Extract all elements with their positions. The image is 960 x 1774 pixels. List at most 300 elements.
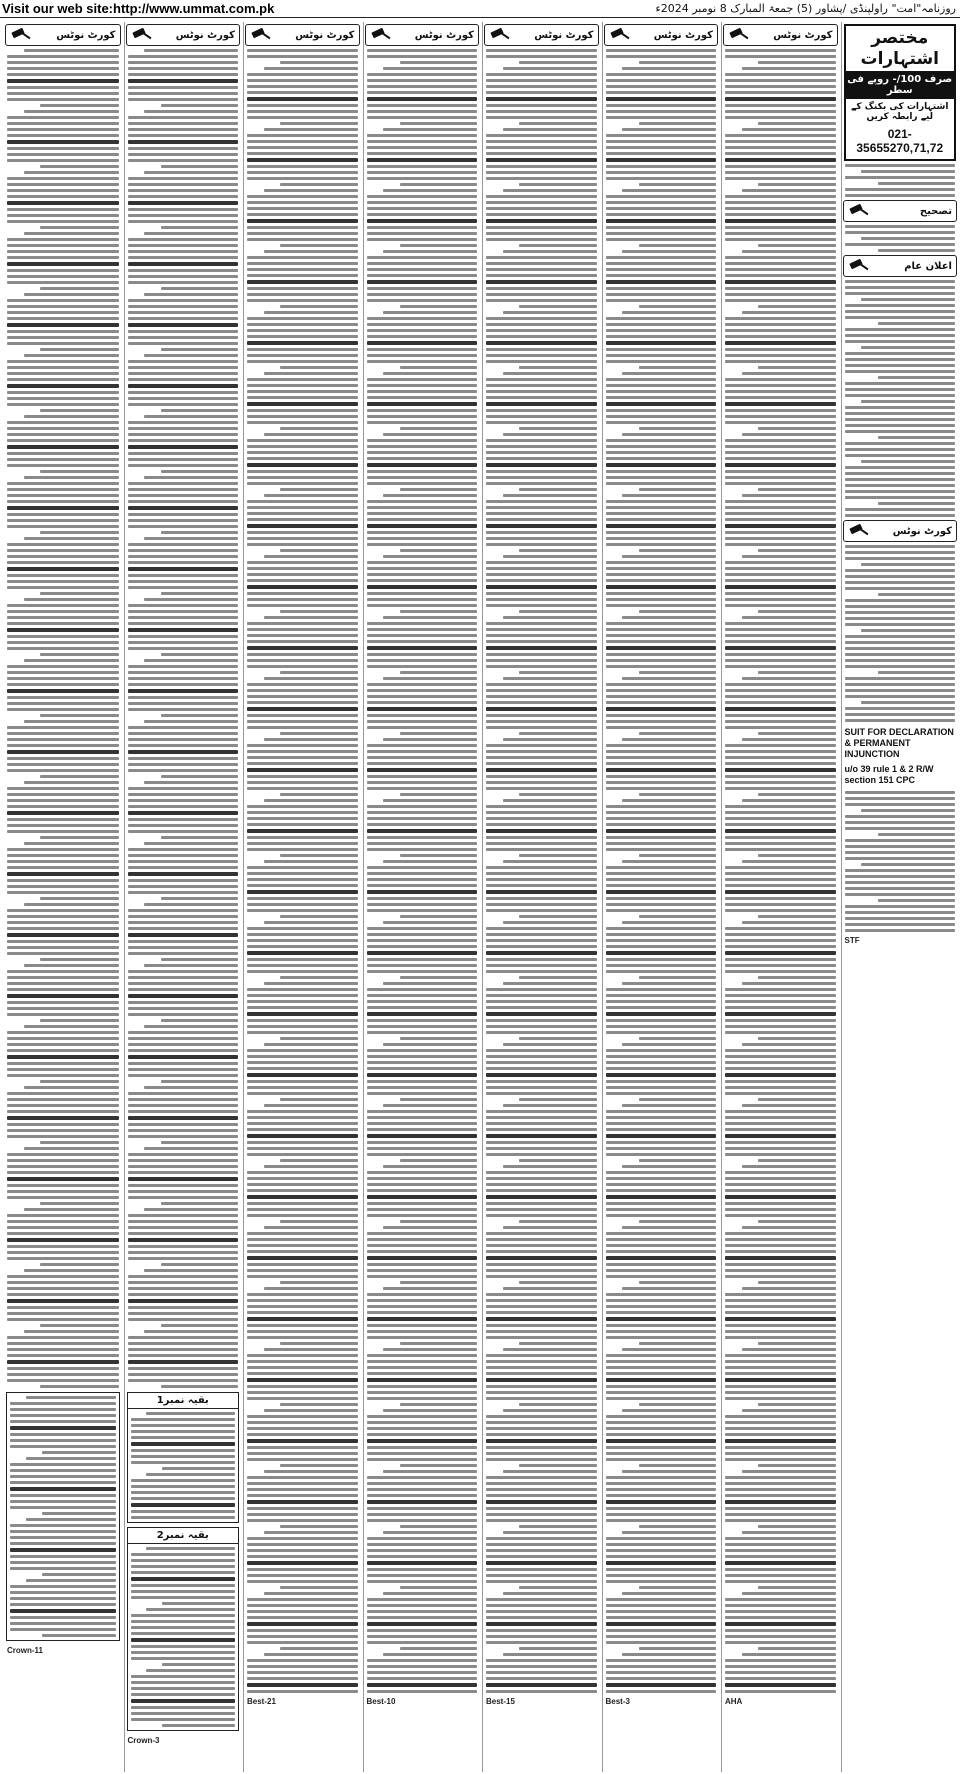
notice-label: کورٹ نوٹس: [892, 525, 952, 537]
text-line: [486, 354, 597, 357]
text-line: [725, 1055, 836, 1058]
text-line: [264, 1104, 358, 1107]
text-line: [725, 207, 836, 210]
text-line: [367, 653, 478, 656]
text-line: [40, 836, 118, 839]
text-line: [7, 1007, 119, 1010]
text-line: [606, 592, 717, 595]
text-line: [519, 1586, 596, 1589]
text-line: [725, 1604, 836, 1607]
text-line: [128, 513, 239, 516]
text-line: [367, 518, 478, 521]
website-link[interactable]: Visit our web site:http://www.ummat.com.pk: [2, 1, 275, 16]
text-line: [7, 1165, 119, 1168]
text-line: [606, 1507, 717, 1510]
text-line: [128, 281, 239, 284]
text-line: [161, 1385, 238, 1388]
text-line: [486, 1000, 597, 1003]
text-line: [128, 561, 239, 564]
text-line: [247, 470, 358, 473]
text-line: [725, 1671, 836, 1674]
text-line: [247, 1415, 358, 1418]
text-line: [725, 689, 836, 692]
text-line: [486, 836, 597, 839]
text-line: [10, 1469, 116, 1472]
text-line: [486, 1317, 597, 1321]
text-line: [128, 134, 239, 137]
text-line: [128, 1098, 239, 1101]
text-line: [247, 1360, 358, 1363]
text-line: [128, 824, 239, 827]
text-line: [367, 360, 478, 363]
text-line: [400, 1586, 477, 1589]
text-line: [519, 549, 596, 552]
notice-body: [842, 164, 959, 197]
text-line: [606, 73, 717, 76]
text-line: [131, 1553, 236, 1556]
text-line: [10, 1536, 116, 1539]
text-line: [639, 1525, 716, 1528]
text-line: [7, 1037, 119, 1040]
text-line: [247, 1519, 358, 1522]
text-line: [131, 1485, 236, 1488]
text-line: [247, 1500, 358, 1504]
text-line: [161, 1019, 238, 1022]
text-line: [7, 1312, 119, 1315]
text-line: [606, 238, 717, 241]
text-line: [247, 512, 358, 515]
text-line: [7, 391, 119, 394]
text-line: [367, 543, 478, 546]
text-line: [264, 1653, 358, 1656]
text-line: [247, 903, 358, 906]
text-line: [367, 1073, 478, 1077]
text-line: [725, 1025, 836, 1028]
text-line: [7, 805, 119, 808]
text-line: [264, 799, 358, 802]
text-line: [7, 1092, 119, 1095]
text-line: [486, 1543, 597, 1546]
text-line: [247, 836, 358, 839]
text-line: [400, 1342, 477, 1345]
text-line: [725, 354, 836, 357]
text-line: [622, 1226, 716, 1229]
text-line: [128, 830, 239, 833]
text-line: [503, 1531, 597, 1534]
text-line: [367, 1385, 478, 1388]
text-line: [7, 647, 119, 650]
text-line: [367, 439, 478, 442]
text-line: [162, 1467, 235, 1470]
text-line: [128, 641, 239, 644]
text-line: [7, 275, 119, 278]
text-line: [725, 195, 836, 198]
text-line: [725, 1330, 836, 1333]
text-line: [622, 1287, 716, 1290]
text-line: [606, 1561, 717, 1565]
text-line: [144, 293, 238, 296]
column-notices-8: [4, 22, 122, 1772]
text-line: [144, 354, 238, 357]
text-line: [367, 561, 478, 564]
text-line: [367, 402, 478, 406]
text-line: [486, 55, 597, 58]
text-line: [40, 592, 118, 595]
gavel-icon: [10, 28, 32, 42]
text-line: [725, 238, 836, 241]
text-line: [400, 488, 477, 491]
text-line: [128, 86, 239, 89]
text-line: [7, 1068, 119, 1071]
text-line: [128, 1251, 239, 1254]
text-line: [7, 1135, 119, 1138]
text-line: [40, 165, 118, 168]
text-line: [742, 1531, 836, 1534]
text-line: [7, 555, 119, 558]
text-line: [486, 1683, 597, 1687]
text-line: [742, 1104, 836, 1107]
text-line: [486, 1275, 597, 1278]
text-line: [7, 458, 119, 461]
text-line: [486, 500, 597, 503]
text-line: [725, 299, 836, 302]
text-line: [146, 1412, 235, 1415]
text-line: [131, 1516, 236, 1519]
text-line: [486, 1019, 597, 1022]
text-line: [383, 738, 477, 741]
text-line: [486, 646, 597, 650]
text-line: [7, 323, 119, 327]
text-line: [486, 1372, 597, 1375]
text-line: [622, 494, 716, 497]
text-line: [247, 1385, 358, 1388]
text-line: [725, 1635, 836, 1638]
text-line: [639, 1098, 716, 1101]
text-line: [128, 750, 239, 754]
text-line: [725, 1006, 836, 1009]
text-line: [486, 573, 597, 576]
text-line: [725, 585, 836, 589]
text-line: [128, 567, 239, 571]
text-line: [486, 945, 597, 948]
text-line: [7, 1184, 119, 1187]
text-line: [367, 207, 478, 210]
text-line: [367, 1311, 478, 1314]
text-line: [725, 1415, 836, 1418]
text-line: [128, 55, 239, 58]
text-line: [639, 793, 716, 796]
text-line: [606, 1086, 717, 1089]
text-line: [725, 104, 836, 107]
text-line: [725, 933, 836, 936]
text-line: [7, 1220, 119, 1223]
text-line: [367, 903, 478, 906]
text-line: [280, 1647, 357, 1650]
text-line: [725, 1610, 836, 1613]
text-line: [725, 470, 836, 473]
text-line: [161, 470, 238, 473]
text-line: [128, 1190, 239, 1193]
text-line: [367, 1665, 478, 1668]
text-line: [10, 1420, 116, 1423]
gavel-icon: [370, 28, 392, 42]
text-line: [367, 317, 478, 320]
notice-tag: AHA: [725, 1697, 743, 1706]
text-line: [367, 683, 478, 686]
text-line: [247, 268, 358, 271]
text-line: [606, 268, 717, 271]
text-line: [144, 171, 238, 174]
text-line: [128, 305, 239, 308]
text-line: [486, 640, 597, 643]
text-line: [486, 97, 597, 101]
text-line: [367, 262, 478, 265]
text-line: [161, 287, 238, 290]
text-line: [7, 1379, 119, 1382]
text-line: [486, 720, 597, 723]
text-line: [486, 1311, 597, 1314]
text-line: [725, 1665, 836, 1668]
text-line: [42, 1512, 116, 1515]
text-line: [725, 482, 836, 485]
text-line: [503, 555, 597, 558]
text-line: [725, 463, 836, 467]
text-line: [725, 1372, 836, 1375]
text-line: [7, 689, 119, 693]
text-line: [367, 945, 478, 948]
text-line: [367, 988, 478, 991]
text-line: [486, 1116, 597, 1119]
text-line: [7, 1367, 119, 1370]
text-line: [742, 738, 836, 741]
text-line: [486, 1488, 597, 1491]
text-line: [503, 494, 597, 497]
column-notices-4: [482, 22, 600, 1772]
text-line: [42, 1634, 116, 1637]
text-line: [367, 1092, 478, 1095]
text-line: [7, 738, 119, 741]
text-line: [725, 640, 836, 643]
text-line: [128, 244, 239, 247]
text-line: [606, 1439, 717, 1443]
text-line: [128, 976, 239, 979]
text-line: [367, 335, 478, 338]
text-line: [7, 1062, 119, 1065]
text-line: [128, 177, 239, 180]
text-line: [7, 372, 119, 375]
text-line: [367, 329, 478, 332]
text-line: [7, 1074, 119, 1077]
text-line: [280, 488, 357, 491]
text-line: [367, 1604, 478, 1607]
text-line: [758, 1403, 835, 1406]
text-line: [486, 1086, 597, 1089]
text-line: [725, 1378, 836, 1382]
text-line: [247, 91, 358, 94]
text-line: [40, 958, 118, 961]
notice-head: [843, 520, 958, 542]
text-line: [144, 781, 238, 784]
text-line: [247, 317, 358, 320]
text-line: [247, 1622, 358, 1626]
text-line: [503, 616, 597, 619]
text-line: [367, 79, 478, 82]
column-notices-3: [602, 22, 720, 1772]
text-line: [367, 1232, 478, 1235]
section-head-ailan: [843, 255, 958, 277]
text-line: [486, 817, 597, 820]
text-line: [725, 1683, 836, 1687]
text-line: [128, 946, 239, 949]
text-line: [128, 799, 239, 802]
text-line: [486, 531, 597, 534]
text-line: [247, 683, 358, 686]
text-line: [128, 891, 239, 894]
text-line: [606, 1171, 717, 1174]
text-line: [144, 598, 238, 601]
text-line: [264, 1348, 358, 1351]
text-line: [247, 1031, 358, 1034]
text-line: [367, 463, 478, 467]
text-line: [128, 500, 239, 503]
text-line: [486, 79, 597, 82]
text-line: [725, 823, 836, 826]
text-line: [758, 671, 835, 674]
text-line: [725, 256, 836, 259]
text-line: [606, 262, 717, 265]
text-line: [486, 152, 597, 155]
text-line: [247, 402, 358, 406]
text-line: [128, 1135, 239, 1138]
text-line: [486, 1494, 597, 1497]
text-line: [247, 1336, 358, 1339]
text-line: [486, 1397, 597, 1400]
text-line: [606, 1244, 717, 1247]
text-line: [725, 177, 836, 180]
text-line: [128, 366, 239, 369]
text-line: [128, 555, 239, 558]
text-line: [486, 1263, 597, 1266]
text-line: [606, 1683, 717, 1687]
text-line: [367, 1537, 478, 1540]
text-line: [503, 1348, 597, 1351]
text-line: [247, 104, 358, 107]
text-line: [128, 1293, 239, 1296]
text-line: [247, 1250, 358, 1253]
text-line: [486, 482, 597, 485]
text-line: [7, 604, 119, 607]
text-line: [486, 701, 597, 704]
text-line: [503, 250, 597, 253]
text-line: [128, 98, 239, 101]
text-line: [606, 1677, 717, 1680]
text-line: [280, 671, 357, 674]
text-line: [131, 1675, 236, 1678]
text-line: [367, 598, 478, 601]
text-line: [486, 476, 597, 479]
text-line: [758, 793, 835, 796]
text-line: [247, 939, 358, 942]
text-line: [486, 1427, 597, 1430]
text-line: [367, 1372, 478, 1375]
text-line: [622, 555, 716, 558]
text-line: [367, 592, 478, 595]
text-line: [264, 555, 358, 558]
text-line: [7, 824, 119, 827]
text-line: [367, 689, 478, 692]
text-line: [367, 482, 478, 485]
text-line: [247, 1397, 358, 1400]
text-line: [247, 848, 358, 851]
text-line: [606, 457, 717, 460]
text-line: [725, 1659, 836, 1662]
text-line: [725, 165, 836, 168]
text-line: [144, 903, 238, 906]
text-line: [725, 829, 836, 833]
text-line: [606, 1238, 717, 1241]
text-line: [131, 1418, 236, 1421]
text-line: [247, 762, 358, 765]
text-line: [128, 1257, 239, 1260]
text-line: [606, 195, 717, 198]
text-line: [367, 55, 478, 58]
text-line: [367, 457, 478, 460]
text-line: [606, 1128, 717, 1131]
text-line: [367, 1153, 478, 1156]
text-line: [639, 122, 716, 125]
text-line: [367, 110, 478, 113]
text-line: [758, 854, 835, 857]
text-line: [367, 1391, 478, 1394]
text-line: [725, 775, 836, 778]
text-line: [622, 799, 716, 802]
text-line: [486, 384, 597, 387]
text-line: [622, 677, 716, 680]
text-line: [7, 1190, 119, 1193]
text-line: [622, 250, 716, 253]
text-line: [247, 171, 358, 174]
text-line: [486, 1507, 597, 1510]
text-line: [367, 1214, 478, 1217]
text-line: [247, 714, 358, 717]
text-line: [606, 665, 717, 668]
text-line: [7, 128, 119, 131]
text-line: [725, 232, 836, 235]
text-line: [606, 1214, 717, 1217]
text-line: [128, 1171, 239, 1174]
text-line: [7, 256, 119, 259]
text-line: [7, 1342, 119, 1345]
text-line: [367, 1360, 478, 1363]
text-line: [367, 823, 478, 826]
text-line: [725, 1012, 836, 1016]
text-line: [7, 464, 119, 467]
text-line: [367, 1433, 478, 1436]
text-line: [725, 390, 836, 393]
text-line: [128, 994, 239, 998]
text-line: [247, 500, 358, 503]
text-line: [725, 1543, 836, 1546]
text-line: [400, 1403, 477, 1406]
text-line: [486, 287, 597, 290]
text-line: [161, 958, 238, 961]
text-line: [486, 878, 597, 881]
text-line: [247, 280, 358, 284]
text-line: [367, 1354, 478, 1357]
text-line: [7, 830, 119, 833]
text-line: [758, 1037, 835, 1040]
text-line: [128, 702, 239, 705]
